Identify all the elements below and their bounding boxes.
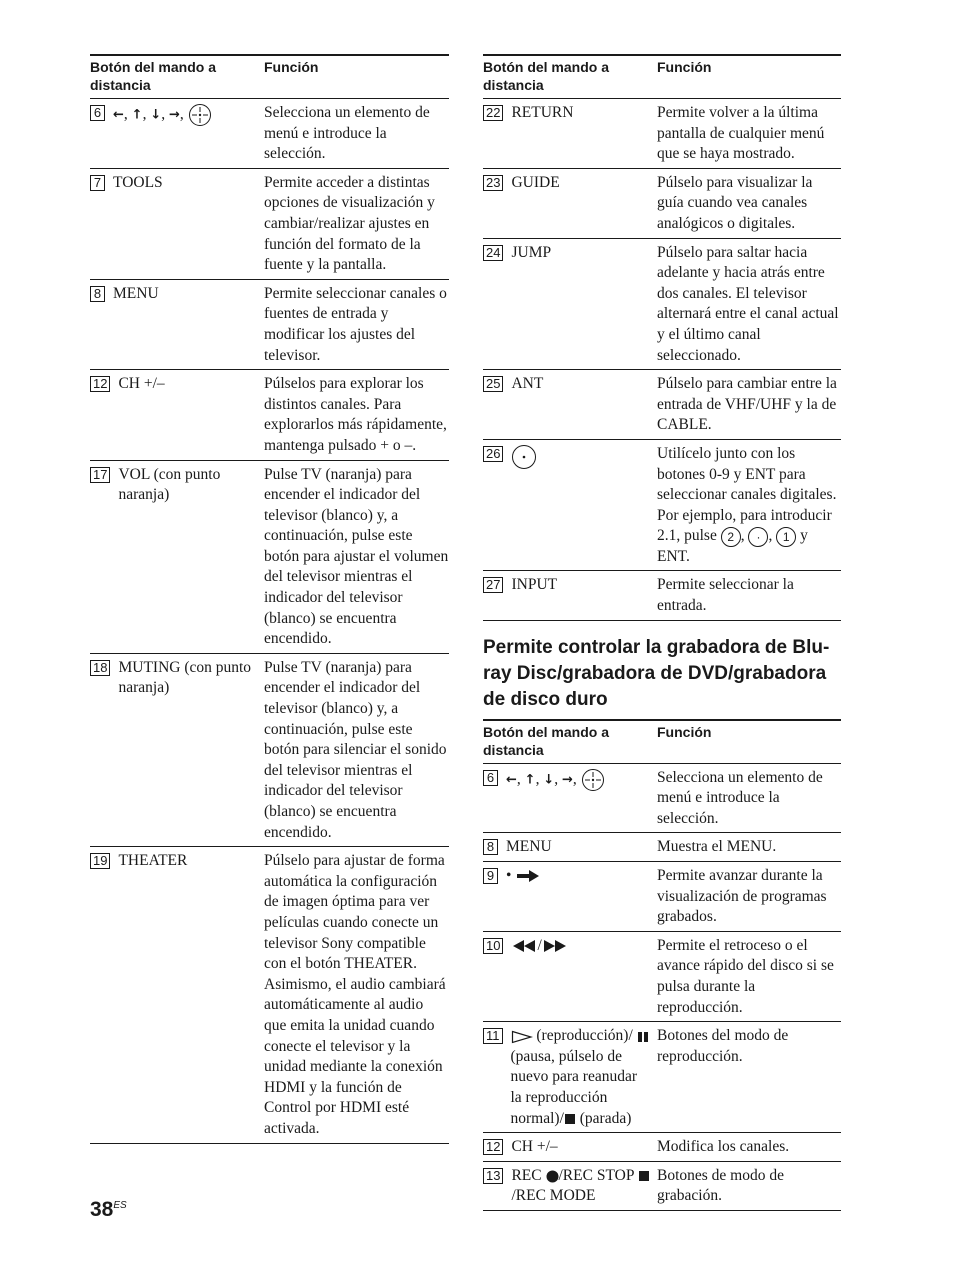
button-number: 6 <box>90 105 105 121</box>
button-label: JUMP <box>511 243 552 261</box>
arrow-right-icon: → <box>168 107 180 123</box>
table-row <box>483 862 841 932</box>
arrow-left-icon: ← <box>506 772 517 788</box>
button-number: 22 <box>483 105 503 121</box>
function-text: Utilícelo junto con los botones 0-9 y ENT para seleccionar canales digitales. Por ejemplo, para introducir 2.1, pulse 2 , · , 1 y ENT. <box>657 439 841 571</box>
section-title: Permite controlar la grabadora de Blu-ray Disc/grabadora de DVD/grabadora de disco duro <box>483 636 830 710</box>
function-text: Botones del modo de reproducción. <box>657 1022 841 1133</box>
table-row <box>483 763 841 833</box>
button-label <box>511 936 657 957</box>
table-row <box>90 653 449 846</box>
page-number <box>90 1198 127 1222</box>
table-header-row <box>483 55 841 99</box>
function-text-main: Utilícelo junto con los botones 0-9 y ENT para seleccionar canales digitales. Por ejemplo, para introducir 2.1, pulse <box>657 444 837 545</box>
key-1-icon: 1 <box>776 527 796 547</box>
arrow-left-icon: ← <box>113 107 124 123</box>
button-number: 19 <box>90 853 110 869</box>
table-row <box>90 168 449 279</box>
arrow-down-icon: ↓ <box>150 107 162 123</box>
left-column <box>90 54 449 1144</box>
enter-circle-icon <box>581 768 605 792</box>
button-number: 10 <box>483 938 503 954</box>
button-number: 11 <box>483 1028 503 1044</box>
function-text: Pulse TV (naranja) para encender el indicador del televisor (blanco) y, a continuación, pulse este botón para silenciar el sonido del televisor mientras el indicador del televisor (blanco) se encuentra encendido. <box>264 653 449 846</box>
dot-button-icon <box>511 444 537 470</box>
skip-forward-icon <box>515 869 541 883</box>
header-function: Función <box>264 55 449 99</box>
button-label: GUIDE <box>511 173 560 191</box>
button-label: TOOLS <box>113 173 163 191</box>
button-number: 12 <box>483 1139 503 1155</box>
button-label: MENU <box>113 284 159 302</box>
table-row <box>483 833 841 862</box>
table-header-row <box>483 720 841 764</box>
function-text: Selecciona un elemento de menú e introduce la selección. <box>657 763 841 833</box>
function-text: Permite acceder a distintas opciones de visualización y cambiar/realizar ajustes en función del formato de la fuente y la pantalla. <box>264 168 449 279</box>
table-row <box>483 1022 841 1133</box>
remote-button-table-tv <box>90 54 449 1144</box>
slash-text: / <box>537 936 542 954</box>
dot-key-icon: · <box>748 527 768 547</box>
function-text: Permite avanzar durante la visualización de programas grabados. <box>657 862 841 932</box>
enter-circle-icon <box>188 103 212 127</box>
button-number: 9 <box>483 868 498 884</box>
button-label: ←, ↑, ↓, →, <box>506 768 657 792</box>
fast-forward-icon <box>542 939 568 953</box>
function-text: Púlselo para ajustar de forma automática la configuración de imagen óptima para ver películas cuando conecte un televisor Sony compatible con el botón THEATER. Asimismo, el audio cambiará automáticamente al audio que emita la unidad cuando conecte el televisor y la unidad mediante la conexión HDMI y la función de Control por HDMI esté activada. <box>264 847 449 1143</box>
remote-button-table-recorder <box>483 719 841 1211</box>
function-text: Púlselo para cambiar entre la entrada de VHF/UHF y la de CABLE. <box>657 370 841 440</box>
stop-icon <box>638 1170 650 1182</box>
button-number: 26 <box>483 446 503 462</box>
arrow-up-icon: ↑ <box>131 107 143 123</box>
remote-button-table-tv-continued <box>483 54 841 621</box>
label-part: /REC MODE <box>511 1187 596 1205</box>
header-function: Función <box>657 720 841 764</box>
table-row <box>90 99 449 169</box>
header-button: Botón del mando a distancia <box>90 55 264 99</box>
table-row <box>90 370 449 460</box>
button-number: 8 <box>90 286 105 302</box>
button-number: 27 <box>483 577 503 593</box>
function-text: Púlselos para explorar los distintos canales. Para explorarlos más rápidamente, mantenga pulsado + o –. <box>264 370 449 460</box>
button-label: VOL (con punto naranja) <box>118 465 221 504</box>
table-row <box>483 439 841 571</box>
button-label: CH +/– <box>118 375 165 393</box>
table-row <box>483 1161 841 1210</box>
stop-icon <box>564 1113 576 1125</box>
button-label <box>506 866 657 887</box>
table-row <box>483 931 841 1021</box>
function-text: Pulse TV (naranja) para encender el indicador del televisor (blanco) y, a continuación, pulse este botón para ajustar el volumen del televisor mientras el indicador del televisor (blanco) se encuentra encendido. <box>264 460 449 653</box>
button-label: MENU <box>506 838 552 856</box>
table-row <box>483 571 841 620</box>
button-label <box>511 1166 657 1207</box>
key-2-icon: 2 <box>721 527 741 547</box>
function-text: Permite seleccionar canales o fuentes de entrada y modificar los ajustes del televisor. <box>264 279 449 369</box>
label-part: (parada) <box>579 1109 632 1127</box>
arrow-down-icon: ↓ <box>543 772 555 788</box>
button-number: 17 <box>90 467 110 483</box>
table-row <box>90 460 449 653</box>
table-row <box>483 370 841 440</box>
table-row <box>483 238 841 370</box>
table-row <box>90 279 449 369</box>
button-number: 18 <box>90 660 110 676</box>
page-language-suffix: ES <box>113 1200 127 1211</box>
button-number: 25 <box>483 376 503 392</box>
button-number: 24 <box>483 245 503 261</box>
button-label: CH +/– <box>511 1138 558 1156</box>
play-icon <box>511 1030 533 1044</box>
function-text: Púlselo para saltar hacia adelante y hacia atrás entre dos canales. El televisor alternará entre el canal actual y el último canal seleccionado. <box>657 238 841 370</box>
label-part: (reproducción)/ <box>536 1027 633 1045</box>
function-text: Permite seleccionar la entrada. <box>657 571 841 620</box>
page-number-value: 38 <box>90 1198 114 1221</box>
right-column <box>483 54 841 1211</box>
record-icon <box>546 1170 559 1183</box>
button-number: 7 <box>90 175 105 191</box>
function-text: Púlselo para visualizar la guía cuando vea canales analógicos o digitales. <box>657 168 841 238</box>
table-row <box>90 847 449 1143</box>
bullet-text: • <box>506 867 512 885</box>
button-label: INPUT <box>511 576 558 594</box>
header-function: Función <box>657 55 841 99</box>
function-text: Permite volver a la última pantalla de cualquier menú que se haya mostrado. <box>657 99 841 169</box>
header-button: Botón del mando a distancia <box>483 55 657 99</box>
function-text: Modifica los canales. <box>657 1133 841 1162</box>
button-number: 6 <box>483 770 498 786</box>
label-part: (pausa, púlselo de nuevo para reanudar la reproducción normal)/ <box>510 1047 638 1127</box>
button-number: 12 <box>90 376 110 392</box>
table-header-row <box>90 55 449 99</box>
function-text: Muestra el MENU. <box>657 833 841 862</box>
button-label: ANT <box>511 375 544 393</box>
function-text: Selecciona un elemento de menú e introduce la selección. <box>264 99 449 169</box>
table-row <box>483 99 841 169</box>
label-part: REC <box>511 1166 542 1184</box>
button-label <box>511 1026 658 1129</box>
button-label <box>511 444 657 470</box>
table-row <box>483 168 841 238</box>
button-label: THEATER <box>118 852 188 870</box>
function-text-end: y ENT. <box>657 527 808 565</box>
button-label: RETURN <box>511 104 574 121</box>
pause-icon <box>637 1031 649 1043</box>
arrow-right-icon: → <box>561 772 573 788</box>
function-text: Permite el retroceso o el avance rápido del disco si se pulsa durante la reproducción. <box>657 931 841 1021</box>
table-row <box>483 1133 841 1162</box>
function-text: Botones de modo de grabación. <box>657 1161 841 1210</box>
label-part: /REC STOP <box>558 1166 634 1184</box>
rewind-icon <box>511 939 537 953</box>
button-number: 23 <box>483 175 503 191</box>
header-button: Botón del mando a distancia <box>483 720 657 764</box>
button-number: 8 <box>483 839 498 855</box>
button-label: MUTING (con punto naranja) <box>118 658 252 697</box>
button-label: ←, ↑, ↓, →, <box>113 103 264 127</box>
arrow-up-icon: ↑ <box>524 772 536 788</box>
button-number: 13 <box>483 1168 503 1184</box>
